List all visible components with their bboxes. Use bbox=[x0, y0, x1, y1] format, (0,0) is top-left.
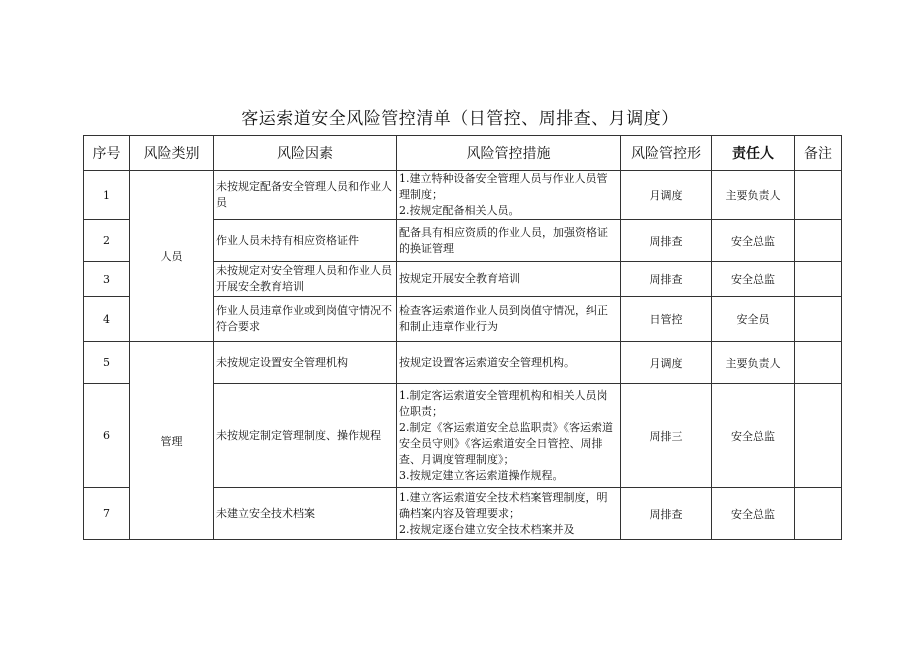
control-measure bbox=[397, 297, 621, 342]
responsible-person: 主要负责人 bbox=[712, 171, 795, 220]
row-no: 3 bbox=[84, 262, 130, 297]
risk-factor: 未按规定配备安全管理人员和作业人员 bbox=[214, 171, 397, 220]
risk-control-table bbox=[83, 135, 842, 540]
risk-factor: 作业人员违章作业或到岗值守情况不符合要求 bbox=[214, 297, 397, 342]
measure-line: 3.按规定建立客运索道操作规程。 bbox=[399, 468, 564, 482]
control-form: 月调度 bbox=[621, 171, 712, 220]
header-form: 风险管控形 bbox=[621, 136, 712, 171]
responsible-person: 安全总监 bbox=[712, 488, 795, 540]
measure-line: 1.建立客运索道安全技术档案管理制度，明确档案内容及管理要求； bbox=[399, 490, 608, 520]
measure-line: 1.制定客运索道安全管理机构和相关人员岗位职责； bbox=[399, 388, 608, 418]
remark bbox=[795, 384, 842, 488]
header-measure: 风险管控措施 bbox=[397, 136, 621, 171]
table-row bbox=[84, 171, 842, 220]
row-no: 2 bbox=[84, 220, 130, 262]
measure-line: 2.按规定配备相关人员。 bbox=[399, 204, 520, 217]
remark bbox=[795, 262, 842, 297]
control-form: 周排查 bbox=[621, 262, 712, 297]
header-factor: 风险因素 bbox=[214, 136, 397, 171]
risk-factor: 未按规定制定管理制度、操作规程 bbox=[214, 384, 397, 488]
category-cell: 管理 bbox=[130, 342, 214, 540]
control-measure bbox=[397, 342, 621, 384]
row-no: 4 bbox=[84, 297, 130, 342]
responsible-person: 主要负责人 bbox=[712, 342, 795, 384]
risk-factor: 作业人员未持有相应资格证件 bbox=[214, 220, 397, 262]
remark bbox=[795, 342, 842, 384]
header-no: 序号 bbox=[84, 136, 130, 171]
remark bbox=[795, 220, 842, 262]
control-form: 周排查 bbox=[621, 220, 712, 262]
control-form: 日管控 bbox=[621, 297, 712, 342]
measure-line: 2.制定《客运索道安全总监职责》《客运索道安全员守则》《客运索道安全日管控、周排查、月调度管理制度》； bbox=[399, 420, 613, 466]
risk-factor: 未按规定对安全管理人员和作业人员开展安全教育培训 bbox=[214, 262, 397, 297]
row-no: 1 bbox=[84, 171, 130, 220]
measure-line: 按规定设置客运索道安全管理机构。 bbox=[399, 355, 575, 369]
control-measure bbox=[397, 488, 621, 540]
row-no: 6 bbox=[84, 384, 130, 488]
responsible-person: 安全总监 bbox=[712, 384, 795, 488]
header-person: 责任人 bbox=[712, 136, 795, 171]
control-measure bbox=[397, 171, 621, 220]
control-measure bbox=[397, 220, 621, 262]
measure-line: 2.按规定逐台建立安全技术档案并及 bbox=[399, 522, 575, 536]
control-form: 周排查 bbox=[621, 488, 712, 540]
control-measure bbox=[397, 262, 621, 297]
category-cell: 人员 bbox=[130, 171, 214, 342]
measure-line: 配备具有相应资质的作业人员，加强资格证的换证管理 bbox=[399, 225, 608, 255]
control-measure bbox=[397, 384, 621, 488]
row-no: 5 bbox=[84, 342, 130, 384]
header-remark: 备注 bbox=[795, 136, 842, 171]
control-form: 周排三 bbox=[621, 384, 712, 488]
responsible-person: 安全总监 bbox=[712, 262, 795, 297]
document-title: 客运索道安全风险管控清单（日管控、周排查、月调度） bbox=[241, 109, 679, 129]
header-category: 风险类别 bbox=[130, 136, 214, 171]
remark bbox=[795, 171, 842, 220]
risk-factor: 未按规定设置安全管理机构 bbox=[214, 342, 397, 384]
control-form: 月调度 bbox=[621, 342, 712, 384]
measure-line: 检查客运索道作业人员到岗值守情况，纠正和制止违章作业行为 bbox=[399, 304, 608, 333]
remark bbox=[795, 297, 842, 342]
responsible-person: 安全员 bbox=[712, 297, 795, 342]
remark bbox=[795, 488, 842, 540]
responsible-person: 安全总监 bbox=[712, 220, 795, 262]
measure-line: 按规定开展安全教育培训 bbox=[399, 272, 520, 285]
measure-line: 1.建立特种设备安全管理人员与作业人员管理制度； bbox=[399, 172, 608, 201]
header-row bbox=[84, 136, 842, 171]
table-row bbox=[84, 342, 842, 384]
row-no: 7 bbox=[84, 488, 130, 540]
risk-factor: 未建立安全技术档案 bbox=[214, 488, 397, 540]
